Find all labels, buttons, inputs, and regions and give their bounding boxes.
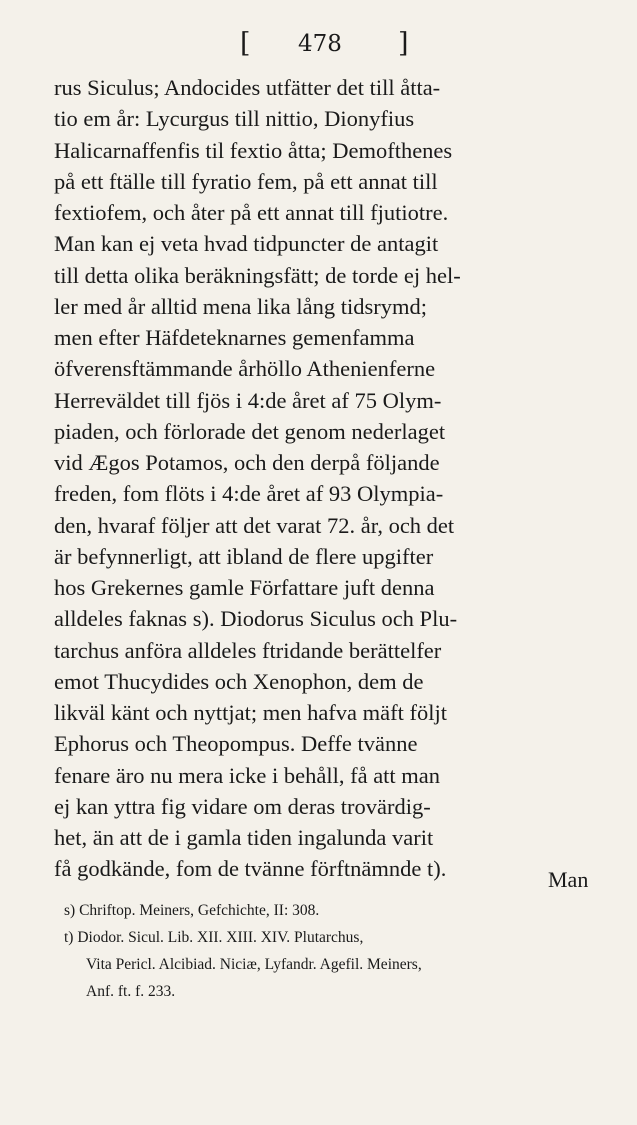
text-line: ler med år alltid mena lika lång tidsrymd; xyxy=(54,293,428,319)
text-line: Herreväldet till fjös i 4:de året af 75 Olym- xyxy=(54,387,442,413)
footnote-t: t) Diodor. Sicul. Lib. XII. XIII. XIV. Plutarchus, xyxy=(64,929,364,946)
text-line: den, hvaraf följer att det varat 72. år, och det xyxy=(54,512,455,538)
text-line: fextiofem, och åter på ett annat till fjutiotre. xyxy=(54,200,449,225)
page-number: 478 xyxy=(298,31,342,57)
footnote-t-continuation: Vita Pericl. Alcibiad. Niciæ, Lyfandr. Agefil. Meiners, xyxy=(86,956,422,973)
text-line: på ett ftälle till fyratio fem, på ett annat till xyxy=(54,168,438,194)
text-line: het, än att de i gamla tiden ingalunda varit xyxy=(54,825,434,850)
page-header xyxy=(0,26,637,62)
text-line: piaden, och förlorade det genom nederlaget xyxy=(54,418,446,444)
text-line: till detta olika beräkningsfätt; de torde ej hel- xyxy=(54,262,461,288)
text-line: fenare äro nu mera icke i behåll, få att man xyxy=(54,762,441,788)
text-line: vid Ægos Potamos, och den derpå följande xyxy=(54,450,440,475)
footnote-s: s) Chriftop. Meiners, Gefchichte, II: 308. xyxy=(64,902,320,919)
text-line: ej kan yttra fig vidare om deras trovärdig- xyxy=(54,793,431,819)
text-line: Halicarnaffenfis til fextio åtta; Demofthenes xyxy=(54,137,453,163)
footnotes xyxy=(64,897,614,1005)
catchword: Man xyxy=(548,867,589,892)
body-text xyxy=(54,72,606,885)
text-line: freden, fom flöts i 4:de året af 93 Olympia- xyxy=(54,481,444,507)
text-line: likväl känt och nyttjat; men hafva mäft följt xyxy=(54,700,448,725)
text-line: öfverensftämmande århöllo Athenienferne xyxy=(54,356,436,382)
text-line: är befynnerligt, att ibland de flere upgifter xyxy=(54,543,434,569)
header-right-bracket: ] xyxy=(398,28,409,59)
header-left-bracket: [ xyxy=(240,28,251,59)
text-line: tio em år: Lycurgus till nittio, Dionyfius xyxy=(54,106,415,132)
text-line: få godkände, fom de tvänne förftnämnde t). xyxy=(54,856,447,882)
text-line: men efter Häfdeteknarnes gemenfamma xyxy=(54,325,415,350)
text-line: alldeles faknas s). Diodorus Siculus och Plu- xyxy=(54,606,458,632)
text-line: Man kan ej veta hvad tidpuncter de antagit xyxy=(54,231,439,257)
text-line: Ephorus och Theopompus. Deffe tvänne xyxy=(54,731,418,757)
footnote-t-continuation: Anf. ft. f. 233. xyxy=(86,983,176,1000)
text-line: emot Thucydides och Xenophon, dem de xyxy=(54,668,424,694)
text-line: rus Siculus; Andocides utfätter det till åtta- xyxy=(54,75,441,100)
text-line: hos Grekernes gamle Författare juft denna xyxy=(54,575,435,600)
text-line: tarchus anföra alldeles ftridande berättelfer xyxy=(54,637,442,663)
